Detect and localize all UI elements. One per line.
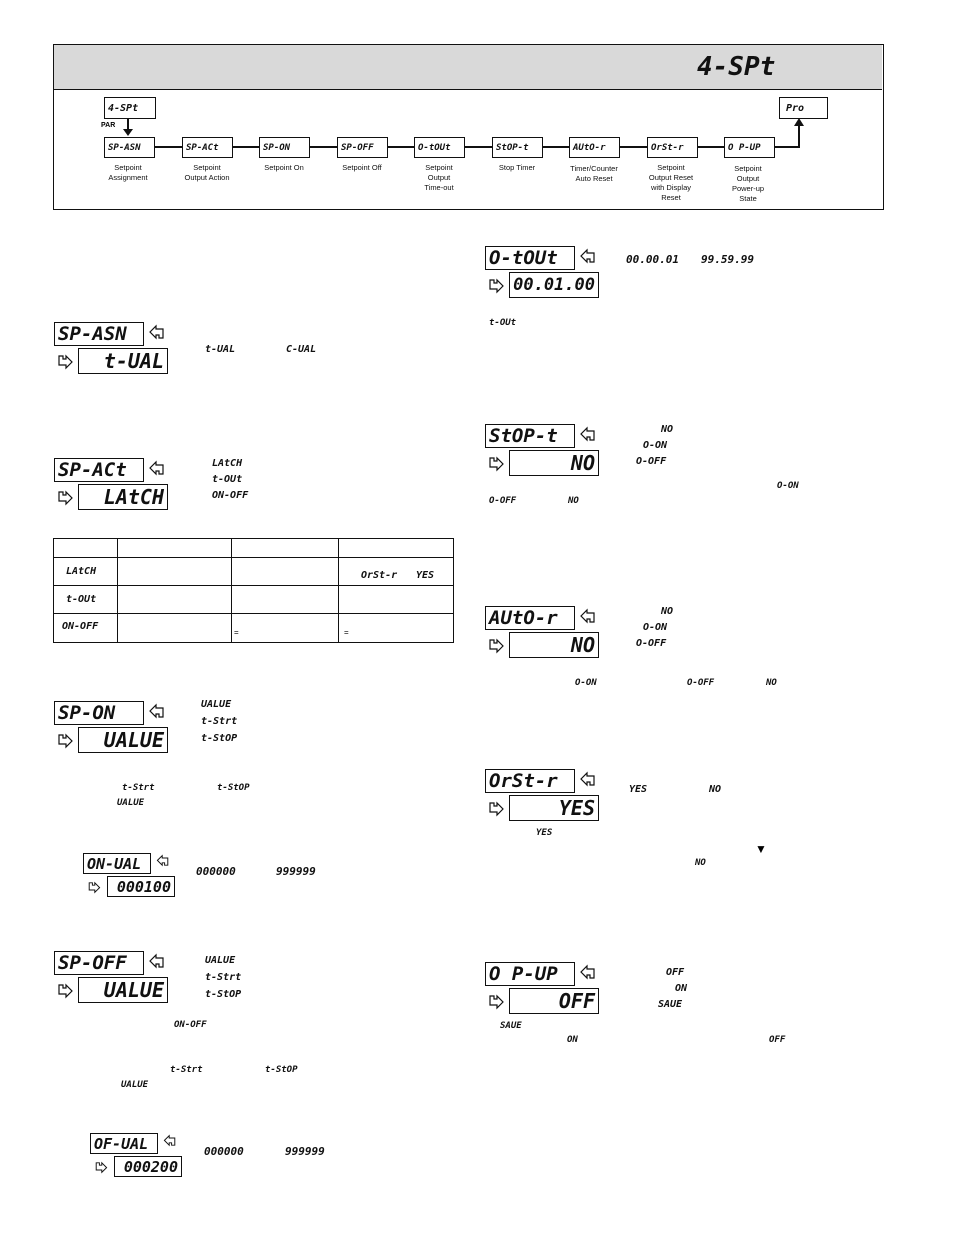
flow-box-auto-r[interactable]: AUtO-r — [569, 137, 620, 158]
advance-arrow-icon — [578, 771, 598, 791]
sp-asn-top-display: SP-ASN — [54, 322, 144, 346]
stop-t-note-o-on: O-ON — [777, 481, 799, 491]
of-ual-top-display: OF-UAL — [90, 1133, 158, 1154]
orst-r-note-no: NO — [695, 858, 706, 868]
sp-act-option-on-off: ON-OFF — [212, 490, 249, 501]
flow-caption-orst-r: Setpoint Output Reset with Display Reset — [648, 163, 694, 202]
of-ual-bottom-display: 000200 — [114, 1156, 182, 1177]
table-orst-r: OrSt-r — [361, 570, 398, 581]
table-eq-2: = — [344, 628, 349, 637]
sp-off-note-value: UALUE — [121, 1080, 149, 1090]
flow-par-label: PAR — [101, 122, 116, 129]
select-arrow-icon — [486, 990, 506, 1010]
auto-r-bottom-display: NO — [509, 632, 599, 658]
sp-off-note-t-strt: t-Strt — [170, 1065, 203, 1075]
auto-r-note-o-on: O-ON — [575, 678, 597, 688]
flow-box-sp-asn[interactable]: SP-ASN — [104, 137, 155, 158]
o-tout-max: 99.59.99 — [701, 253, 754, 266]
sp-off-option-t-strt: t-Strt — [205, 972, 242, 983]
advance-arrow-icon — [147, 703, 167, 723]
flow-caption-sp-asn: Setpoint Assignment — [108, 163, 148, 182]
o-tout-top-display: O-tOUt — [485, 246, 575, 270]
o-tout-bottom-display: 00.01.00 — [509, 272, 599, 298]
flow-caption-sp-on: Setpoint On — [264, 163, 304, 172]
sp-on-bottom-display: UALUE — [78, 727, 168, 753]
advance-arrow-icon — [155, 854, 171, 870]
orst-r-option-yes: YES — [629, 784, 648, 795]
sp-on-note-value: UALUE — [117, 798, 145, 808]
o-pup-bottom-display: OFF — [509, 988, 599, 1014]
sp-act-option-t-out: t-OUt — [212, 474, 243, 485]
flow-caption-auto-r: Timer/Counter Auto Reset — [570, 164, 618, 183]
flow-end-box[interactable]: Pro — [779, 97, 828, 119]
on-ual-max: 999999 — [276, 865, 316, 878]
stop-t-option-o-on: O-ON — [643, 440, 668, 451]
select-arrow-icon — [55, 729, 75, 749]
down-triangle-icon: ▼ — [755, 842, 767, 856]
auto-r-option-o-off: O-OFF — [636, 638, 667, 649]
flow-caption-sp-act: Setpoint Output Action — [184, 163, 230, 182]
select-arrow-icon — [55, 486, 75, 506]
flow-box-sp-off[interactable]: SP-OFF — [337, 137, 388, 158]
advance-arrow-icon — [162, 1134, 178, 1150]
flow-box-stop-t[interactable]: StOP-t — [492, 137, 543, 158]
on-ual-top-display: ON-UAL — [83, 853, 151, 874]
sp-act-top-display: SP-ACt — [54, 458, 144, 482]
flow-box-orst-r[interactable]: OrSt-r — [647, 137, 698, 158]
sp-asn-option-c-ual: C-UAL — [286, 344, 317, 355]
select-arrow-icon — [486, 797, 506, 817]
sp-on-note-t-strt: t-Strt — [122, 783, 155, 793]
flow-start-box[interactable]: 4-SPt — [104, 97, 156, 119]
advance-arrow-icon — [578, 248, 598, 268]
orst-r-bottom-display: YES — [509, 795, 599, 821]
table-mode-t-out: t-OUt — [66, 594, 97, 605]
flow-caption-sp-off: Setpoint Off — [342, 163, 382, 172]
o-pup-top-display: O P-UP — [485, 962, 575, 986]
of-ual-max: 999999 — [285, 1145, 325, 1158]
advance-arrow-icon — [578, 426, 598, 446]
flow-box-sp-act[interactable]: SP-ACt — [182, 137, 233, 158]
auto-r-note-no: NO — [766, 678, 777, 688]
advance-arrow-icon — [578, 964, 598, 984]
flow-box-o-tout[interactable]: O-tOUt — [414, 137, 465, 158]
stop-t-option-o-off: O-OFF — [636, 456, 667, 467]
select-arrow-icon — [86, 878, 102, 894]
stop-t-note-no: NO — [568, 496, 579, 506]
sp-asn-bottom-display: t-UAL — [78, 348, 168, 374]
flow-box-o-pup[interactable]: O P-UP — [724, 137, 775, 158]
o-tout-note: t-OUt — [489, 318, 517, 328]
o-tout-min: 00.00.01 — [626, 253, 679, 266]
sp-off-note-t-stop: t-StOP — [265, 1065, 298, 1075]
orst-r-note-yes: YES — [536, 828, 553, 838]
auto-r-option-no: NO — [661, 606, 674, 617]
select-arrow-icon — [486, 634, 506, 654]
sp-on-top-display: SP-ON — [54, 701, 144, 725]
sp-on-note-t-stop: t-StOP — [217, 783, 250, 793]
sp-off-bottom-display: UALUE — [78, 977, 168, 1003]
advance-arrow-icon — [578, 608, 598, 628]
sp-on-option-t-strt: t-Strt — [201, 716, 238, 727]
advance-arrow-icon — [147, 460, 167, 480]
flow-caption-stop-t: Stop Timer — [498, 163, 536, 172]
select-arrow-icon — [55, 350, 75, 370]
select-arrow-icon — [93, 1158, 109, 1174]
flow-box-sp-on[interactable]: SP-ON — [259, 137, 310, 158]
sp-asn-option-t-ual: t-UAL — [205, 344, 236, 355]
o-pup-option-save: SAUE — [658, 999, 683, 1010]
auto-r-option-o-on: O-ON — [643, 622, 668, 633]
orst-r-top-display: OrSt-r — [485, 769, 575, 793]
sp-off-top-display: SP-OFF — [54, 951, 144, 975]
sp-off-option-t-stop: t-StOP — [205, 989, 242, 1000]
flow-caption-o-tout: Setpoint Output Time-out — [424, 163, 454, 192]
stop-t-note-o-off: O-OFF — [489, 496, 517, 506]
orst-r-option-no: NO — [709, 784, 722, 795]
sp-on-option-value: UALUE — [201, 699, 232, 710]
select-arrow-icon — [486, 274, 506, 294]
sp-on-option-t-stop: t-StOP — [201, 733, 238, 744]
table-eq-1: = — [234, 628, 239, 637]
advance-arrow-icon — [147, 953, 167, 973]
o-pup-note-off: OFF — [769, 1035, 786, 1045]
advance-arrow-icon — [147, 324, 167, 344]
table-yes: YES — [416, 570, 435, 581]
auto-r-note-o-off: O-OFF — [687, 678, 715, 688]
action-table — [53, 538, 454, 643]
on-ual-min: 000000 — [196, 865, 236, 878]
stop-t-top-display: StOP-t — [485, 424, 575, 448]
select-arrow-icon — [486, 452, 506, 472]
header-title: 4-SPt — [697, 52, 776, 82]
of-ual-min: 000000 — [204, 1145, 244, 1158]
sp-off-option-value: UALUE — [205, 955, 236, 966]
stop-t-option-no: NO — [661, 424, 674, 435]
o-pup-note-on: ON — [567, 1035, 578, 1045]
o-pup-option-off: OFF — [666, 967, 685, 978]
o-pup-option-on: ON — [675, 983, 688, 994]
sp-act-option-latch: LAtCH — [212, 458, 243, 469]
on-ual-bottom-display: 000100 — [107, 876, 175, 897]
flow-caption-o-pup: Setpoint Output Power-up State — [731, 164, 765, 203]
table-mode-on-off: ON-OFF — [62, 621, 99, 632]
o-pup-note-save: SAUE — [500, 1021, 522, 1031]
stop-t-bottom-display: NO — [509, 450, 599, 476]
select-arrow-icon — [55, 979, 75, 999]
table-mode-latch: LAtCH — [66, 566, 97, 577]
auto-r-top-display: AUtO-r — [485, 606, 575, 630]
sp-off-note-on-off: ON-OFF — [174, 1020, 207, 1030]
sp-act-bottom-display: LAtCH — [78, 484, 168, 510]
